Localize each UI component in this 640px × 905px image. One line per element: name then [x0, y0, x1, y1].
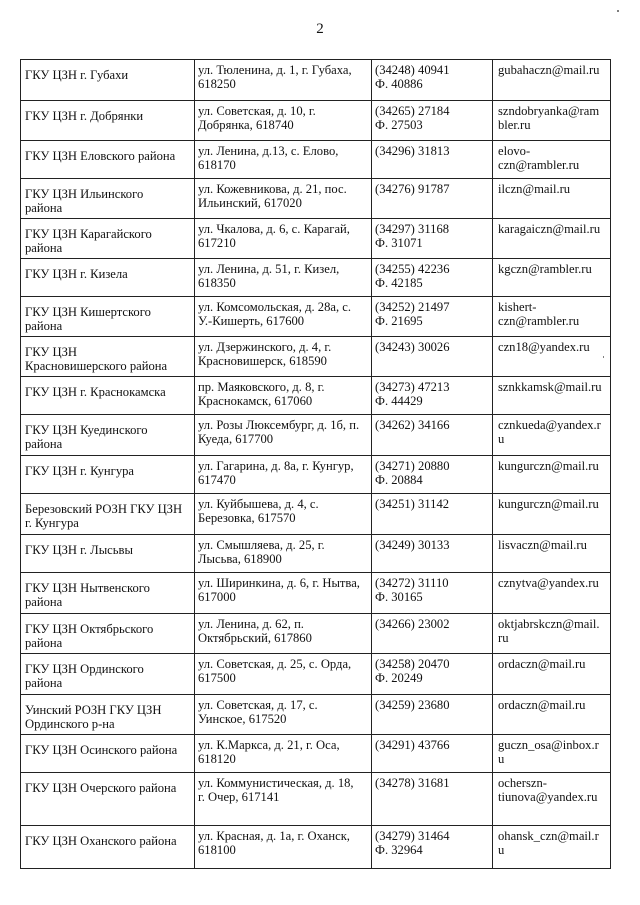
table-row	[21, 654, 611, 695]
email-text: czn18@yandex.ru	[498, 340, 590, 354]
cell-email	[493, 297, 611, 337]
cell-phone	[372, 494, 493, 535]
email-text: kungurczn@mail.ru	[498, 497, 599, 511]
cell-name	[21, 259, 195, 297]
email-text: szndobryanka@ram bler.ru	[498, 104, 600, 132]
cell-email	[493, 101, 611, 141]
cell-email	[493, 654, 611, 695]
table-row	[21, 573, 611, 614]
cell-phone	[372, 654, 493, 695]
cell-address	[195, 337, 372, 377]
cell-name	[21, 456, 195, 494]
name-text: ГКУ ЦЗН Нытвенского района	[25, 581, 150, 609]
cell-email	[493, 377, 611, 415]
phone-text: (34251) 31142	[375, 497, 450, 511]
phone-text: (34276) 91787	[375, 182, 450, 196]
cell-phone	[372, 337, 493, 377]
table-row	[21, 219, 611, 259]
name-text: ГКУ ЦЗН г. Кизела	[25, 267, 128, 281]
address-text: ул. Розы Люксембург, д. 1б, п. Куеда, 617700	[198, 418, 360, 446]
email-text: gubahaczn@mail.ru	[498, 63, 600, 77]
page-number: 2	[316, 21, 324, 37]
cell-address	[195, 259, 372, 297]
cell-name	[21, 337, 195, 377]
cell-email	[493, 494, 611, 535]
cell-email	[493, 179, 611, 219]
address-text: ул. Тюленина, д. 1, г. Губаха, 618250	[198, 63, 352, 91]
cell-phone	[372, 614, 493, 654]
address-text: ул. Ленина, д. 62, п. Октябрьский, 617860	[198, 617, 312, 645]
name-text: Уинский РОЗН ГКУ ЦЗН Ординского р-на	[25, 703, 162, 731]
cell-phone	[372, 826, 493, 869]
address-text: ул. Красная, д. 1а, г. Оханск, 618100	[198, 829, 350, 857]
cell-email	[493, 259, 611, 297]
cell-phone	[372, 573, 493, 614]
table-row	[21, 101, 611, 141]
phone-text: (34296) 31813	[375, 144, 450, 158]
email-text: ocherszn- tiunova@yandex.ru	[498, 776, 598, 804]
address-text: ул. Ленина, д.13, с. Елово, 618170	[198, 144, 339, 172]
employment-centers-table	[20, 59, 611, 869]
cell-name	[21, 297, 195, 337]
cell-phone	[372, 735, 493, 773]
cell-address	[195, 614, 372, 654]
cell-address	[195, 101, 372, 141]
cell-name	[21, 826, 195, 869]
email-text: elovo- czn@rambler.ru	[498, 144, 580, 172]
cell-name	[21, 219, 195, 259]
cell-name	[21, 654, 195, 695]
cell-address	[195, 141, 372, 179]
address-text: ул. Куйбышева, д. 4, с. Березовка, 617570	[198, 497, 319, 525]
cell-phone	[372, 695, 493, 735]
cell-address	[195, 695, 372, 735]
cell-name	[21, 60, 195, 101]
address-text: ул. Кожевникова, д. 21, пос. Ильинский, 617020	[198, 182, 347, 210]
phone-text: (34273) 47213 Ф. 44429	[375, 380, 450, 408]
table-row	[21, 297, 611, 337]
email-text: oktjabrskczn@mail. ru	[498, 617, 600, 645]
cell-address	[195, 573, 372, 614]
email-text: kgczn@rambler.ru	[498, 262, 592, 276]
cell-phone	[372, 377, 493, 415]
phone-text: (34243) 30026	[375, 340, 450, 354]
phone-text: (34279) 31464 Ф. 32964	[375, 829, 450, 857]
name-text: ГКУ ЦЗН Красновишерского района	[25, 345, 168, 373]
cell-address	[195, 654, 372, 695]
name-text: ГКУ ЦЗН Ординского района	[25, 662, 144, 690]
cell-phone	[372, 259, 493, 297]
cell-email	[493, 456, 611, 494]
cell-address	[195, 773, 372, 826]
table-row	[21, 614, 611, 654]
cell-phone	[372, 535, 493, 573]
cell-name	[21, 614, 195, 654]
name-text: ГКУ ЦЗН Кишертского района	[25, 305, 151, 333]
cell-email	[493, 60, 611, 101]
table-row	[21, 141, 611, 179]
name-text: ГКУ ЦЗН Октябрьского района	[25, 622, 154, 650]
name-text: Березовский РОЗН ГКУ ЦЗН г. Кунгура	[25, 502, 183, 530]
cell-name	[21, 773, 195, 826]
table-row	[21, 60, 611, 101]
name-text: ГКУ ЦЗН г. Губахи	[25, 68, 129, 82]
cell-email	[493, 695, 611, 735]
phone-text: (34291) 43766	[375, 738, 450, 752]
email-text: sznkkamsk@mail.ru	[498, 380, 602, 394]
cell-address	[195, 297, 372, 337]
cell-address	[195, 735, 372, 773]
address-text: ул. Коммунистическая, д. 18, г. Очер, 617141	[198, 776, 354, 804]
address-text: ул. Смышляева, д. 25, г. Лысьва, 618900	[198, 538, 325, 566]
cell-phone	[372, 60, 493, 101]
cell-name	[21, 141, 195, 179]
phone-text: (34248) 40941 Ф. 40886	[375, 63, 450, 91]
cell-email	[493, 573, 611, 614]
table-body	[21, 60, 611, 869]
address-text: ул. Советская, д. 17, с. Уинское, 617520	[198, 698, 318, 726]
cell-name	[21, 179, 195, 219]
cell-phone	[372, 179, 493, 219]
cell-phone	[372, 415, 493, 456]
cell-address	[195, 456, 372, 494]
cell-address	[195, 494, 372, 535]
email-text: kungurczn@mail.ru	[498, 459, 599, 473]
email-text: lisvaczn@mail.ru	[498, 538, 587, 552]
email-text: ordaczn@mail.ru	[498, 698, 586, 712]
cell-phone	[372, 141, 493, 179]
name-text: ГКУ ЦЗН Еловского района	[25, 149, 176, 163]
cell-name	[21, 377, 195, 415]
phone-text: (34262) 34166	[375, 418, 450, 432]
cell-email	[493, 614, 611, 654]
cell-name	[21, 535, 195, 573]
cell-address	[195, 377, 372, 415]
table-row	[21, 535, 611, 573]
name-text: ГКУ ЦЗН г. Краснокамска	[25, 385, 166, 399]
email-text: karagaiczn@mail.ru	[498, 222, 601, 236]
name-text: ГКУ ЦЗН г. Кунгура	[25, 464, 135, 478]
name-text: ГКУ ЦЗН Куединского района	[25, 423, 148, 451]
scan-speck	[603, 356, 604, 358]
email-text: ohansk_czn@mail.r u	[498, 829, 599, 857]
table-row	[21, 456, 611, 494]
email-text: kishert- czn@rambler.ru	[498, 300, 580, 328]
table-row	[21, 415, 611, 456]
cell-phone	[372, 773, 493, 826]
name-text: ГКУ ЦЗН Осинского района	[25, 743, 178, 757]
cell-email	[493, 219, 611, 259]
table-row	[21, 179, 611, 219]
name-text: ГКУ ЦЗН г. Лысьвы	[25, 543, 133, 557]
cell-email	[493, 415, 611, 456]
cell-email	[493, 826, 611, 869]
cell-phone	[372, 219, 493, 259]
email-text: cznkueda@yandex.r u	[498, 418, 601, 446]
table-row	[21, 826, 611, 869]
phone-text: (34255) 42236 Ф. 42185	[375, 262, 450, 290]
address-text: ул. Дзержинского, д. 4, г. Красновишерск, 618590	[198, 340, 332, 368]
name-text: ГКУ ЦЗН г. Добрянки	[25, 109, 144, 123]
phone-text: (34297) 31168 Ф. 31071	[375, 222, 450, 250]
address-text: ул. Комсомольская, д. 28а, с. У.-Кишерть, 617600	[198, 300, 352, 328]
cell-name	[21, 735, 195, 773]
address-text: ул. Гагарина, д. 8а, г. Кунгур, 617470	[198, 459, 354, 487]
address-text: ул. Ленина, д. 51, г. Кизел, 618350	[198, 262, 340, 290]
phone-text: (34252) 21497 Ф. 21695	[375, 300, 450, 328]
address-text: пр. Маяковского, д. 8, г. Краснокамск, 617060	[198, 380, 325, 408]
cell-phone	[372, 297, 493, 337]
email-text: ordaczn@mail.ru	[498, 657, 586, 671]
email-text: ilczn@mail.ru	[498, 182, 571, 196]
cell-address	[195, 415, 372, 456]
address-text: ул. Чкалова, д. 6, с. Карагай, 617210	[198, 222, 350, 250]
cell-name	[21, 494, 195, 535]
phone-text: (34265) 27184 Ф. 27503	[375, 104, 450, 132]
table-row	[21, 494, 611, 535]
phone-text: (34249) 30133	[375, 538, 450, 552]
email-text: cznytva@yandex.ru	[498, 576, 599, 590]
cell-phone	[372, 456, 493, 494]
table-row	[21, 337, 611, 377]
cell-address	[195, 535, 372, 573]
table-row	[21, 695, 611, 735]
cell-email	[493, 337, 611, 377]
name-text: ГКУ ЦЗН Оханского района	[25, 834, 177, 848]
cell-name	[21, 415, 195, 456]
cell-name	[21, 695, 195, 735]
phone-text: (34259) 23680	[375, 698, 450, 712]
table-row	[21, 773, 611, 826]
scan-speck	[617, 10, 619, 12]
name-text: ГКУ ЦЗН Ильинского района	[25, 187, 144, 215]
cell-address	[195, 219, 372, 259]
table-row	[21, 377, 611, 415]
cell-email	[493, 773, 611, 826]
cell-address	[195, 60, 372, 101]
name-text: ГКУ ЦЗН Очерского района	[25, 781, 177, 795]
phone-text: (34271) 20880 Ф. 20884	[375, 459, 450, 487]
cell-email	[493, 735, 611, 773]
email-text: guczn_osa@inbox.r u	[498, 738, 599, 766]
phone-text: (34258) 20470 Ф. 20249	[375, 657, 450, 685]
cell-name	[21, 101, 195, 141]
address-text: ул. К.Маркса, д. 21, г. Оса, 618120	[198, 738, 340, 766]
cell-name	[21, 573, 195, 614]
address-text: ул. Советская, д. 10, г. Добрянка, 618740	[198, 104, 316, 132]
table-row	[21, 735, 611, 773]
table-row	[21, 259, 611, 297]
cell-phone	[372, 101, 493, 141]
address-text: ул. Советская, д. 25, с. Орда, 617500	[198, 657, 352, 685]
phone-text: (34266) 23002	[375, 617, 450, 631]
address-text: ул. Ширинкина, д. 6, г. Нытва, 617000	[198, 576, 360, 604]
name-text: ГКУ ЦЗН Карагайского района	[25, 227, 152, 255]
cell-address	[195, 826, 372, 869]
cell-address	[195, 179, 372, 219]
cell-email	[493, 141, 611, 179]
phone-text: (34278) 31681	[375, 776, 450, 790]
phone-text: (34272) 31110 Ф. 30165	[375, 576, 449, 604]
cell-email	[493, 535, 611, 573]
